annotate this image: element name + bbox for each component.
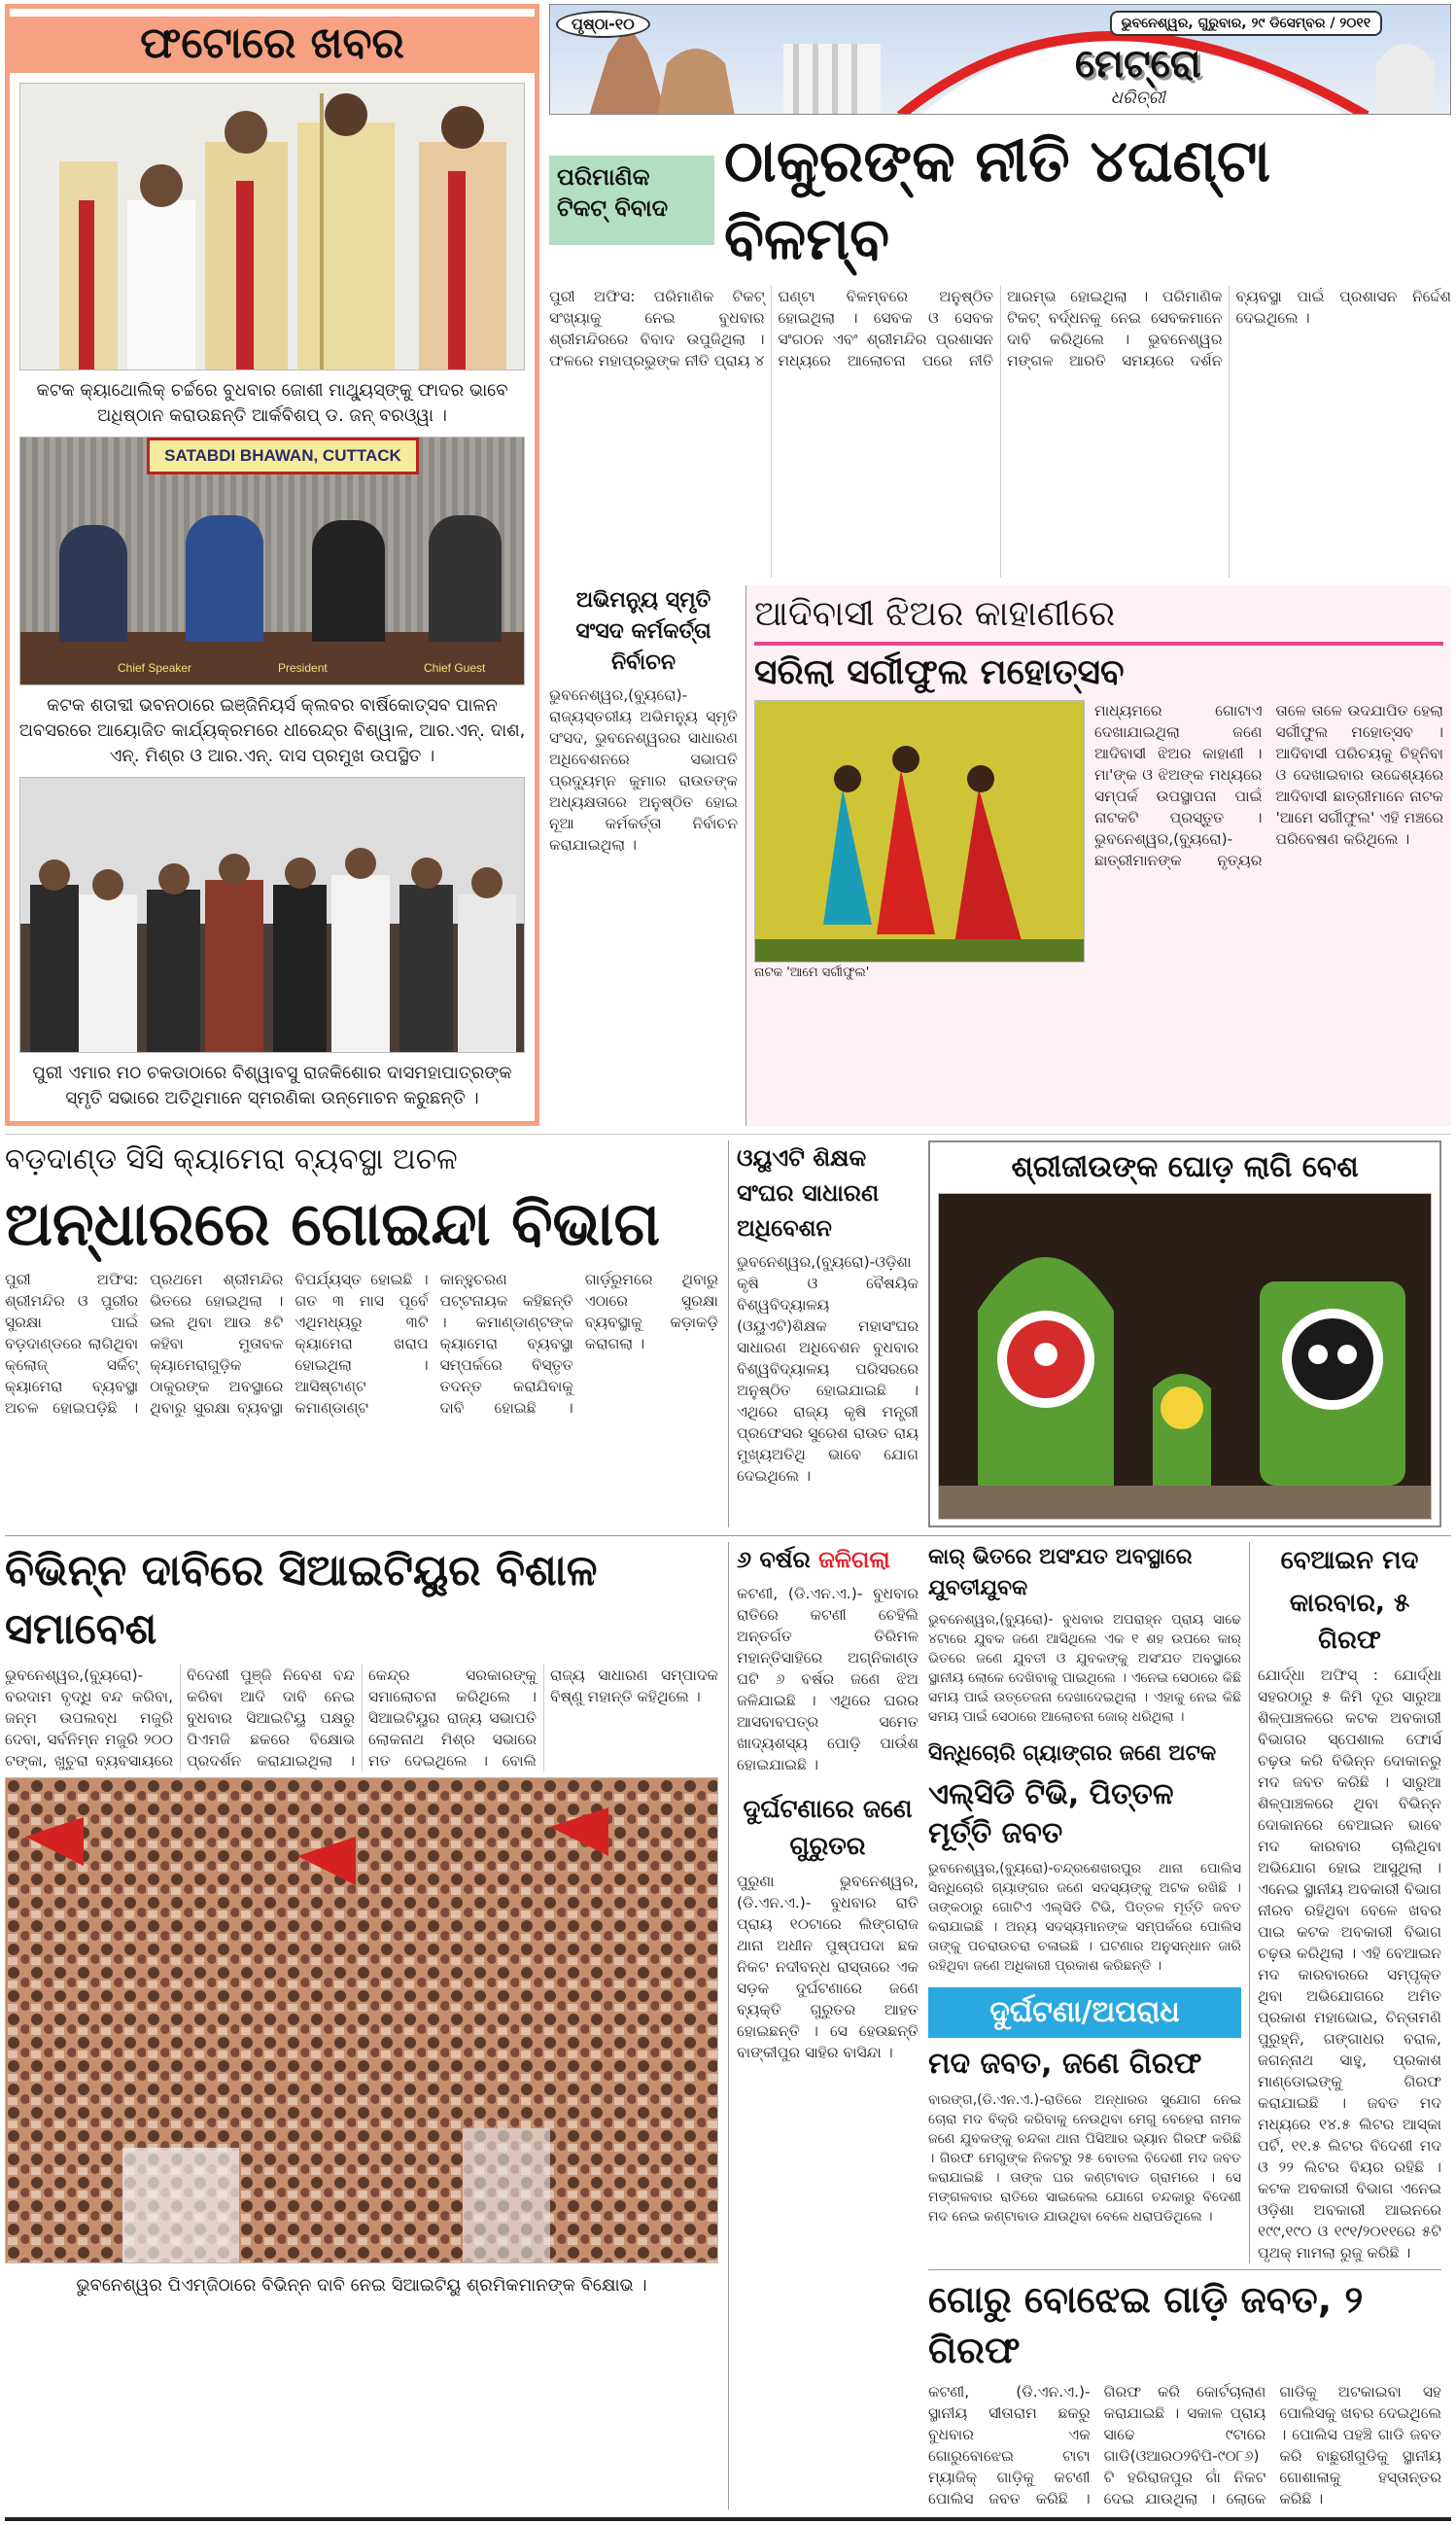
- sargiphula-play-image: [755, 701, 1085, 963]
- girl-burnt-body: କଟଣୀ, (ଡି.ଏନ.ଏ.)- ବୁଧବାର ରାତିରେ କଟଣୀ ଚେହିଲି ଅନ୍ତର୍ଗତ ତିରିମଳ ମହାନ୍ତିସାହିରେ ଅଗ୍ନିକାଣ୍ଡ ଘଟି ୬ ବର୍ଷର ଜଣେ ଝିଅ ଜଳିଯାଇଛି । ଏଥିରେ ଘରର ଆସବାବପତ୍ର ସମେତ ଖାଦ୍ୟଶସ୍ୟ ପୋଡ଼ି ପାଉଁଶ ହୋଇଯାଇଛି ।: [737, 1585, 919, 1773]
- deities-image: [939, 1194, 1432, 1520]
- photo-caption-memorial: ପୁରୀ ଏମାର ମଠ ଚକଡାଠାରେ ବିଶ୍ୱାବସୁ ରାଜକିଶୋର ଦାସମହାପାତ୍ରଙ୍କ ସ୍ମୃତି ସଭାରେ ଅତିଥିମାନେ ସ୍ମରଣିକା ଉନ୍ମୋଚନ କରୁଛନ୍ତି ।: [32, 1063, 512, 1108]
- right-bottom-left: [928, 1542, 1241, 2263]
- top-right-column: [549, 4, 1451, 1126]
- shree-jeeu-headline: ଶ୍ରୀଜୀଉଙ୍କ ଘୋଡ଼ ଲାଗି ବେଶ: [1011, 1150, 1359, 1184]
- church-ordination-image: [20, 84, 525, 370]
- right-bottom-column: [928, 1542, 1441, 2509]
- liquor-arrest-body: ଯୋର୍ଦ୍ଧା ଅଫିସ୍ : ଯୋର୍ଦ୍ଧା ସହରଠାରୁ ୫ କିମି ଦୂର ସାରୁଆ ଶିଳ୍ପାଞ୍ଚଳରେ କଟକ ଅବକାରୀ ବିଭାଗର ସ୍ପେଶାଲ ଫୋର୍ସ ଚଢ଼ଉ କରି ବିଭିନ୍ନ ଦୋକାନରୁ ମଦ ଜବତ କରିଛି । ସାରୁଆ ଶିଳ୍ପାଞ୍ଚଳରେ ଥିବା ବିଭିନ୍ନ ଦୋକାନରେ ବେଆଇନ ଭାବେ ମଦ କାରବାର ଚାଲିଥିବା ଅଭିଯୋଗ ହୋଇ ଆସୁଥିଲା । ଏନେଇ ସ୍ଥାନୀୟ ଅବକାରୀ ବିଭାଗ ନୀରବ ରହିଥିବା ବେଳେ ଖବର ପାଇ କଟକ ଅବକାରୀ ବିଭାଗ ଚଢ଼ଉ କରିଥିଲା । ଏହି ବେଆଇନ ମଦ କାରବାରରେ ସମ୍ପୃକ୍ତ ଥିବା ଅଭିଯୋଗରେ ଅମିତ ପ୍ରକାଶ ମହାଭୋଇ, ଚିନ୍ତାମଣି ପୁରୁହ୍ନି, ଗଙ୍ଗାଧର ବରାଳ, ଜଗନ୍ନାଥ ସାହୁ, ପ୍ରକାଶ ମାଣ୍ଡୋଇଙ୍କୁ ଗିରଫ କରାଯାଇଛି । ଜବତ ମଦ ମଧ୍ୟରେ ୧୪.୫ ଲିଟର ଆସ୍କା ପର୍ଟି, ୧୧.୫ ଲିଟର ବିଦେଶୀ ମଦ ଓ ୨୨ ଲିଟର ବିୟର ରହିଛି । କଟକ ଅବକାରୀ ବିଭାଗ ଏନେଇ ଓଡ଼ିଶା ଅବକାରୀ ଆଇନରେ ୧୯୯,୧୯୦ ଓ ୧୯୧/୨୦୧୧ରେ ୫ଟି ପୃଥକ୍ ମାମଲା ରୁଜୁ କରିଛି ।: [1258, 1666, 1441, 2262]
- sargiphula-play-photo: [754, 700, 1085, 963]
- lcd-tv-headline: ଏଲ୍‌ସିଡି ଟିଭି, ପିତ୍ତଳ ମୂର୍ତ୍ତି ଜବତ: [928, 1777, 1174, 1850]
- satabdi-banner: SATABDI BHAWAN, CUTTACK: [147, 438, 419, 474]
- page-number-badge: ପୃଷ୍ଠା-୧୦: [556, 11, 650, 38]
- badadanda-headline: ଅନ୍ଧାରରେ ଗୋଇନ୍ଦା ବିଭାଗ: [5, 1188, 661, 1259]
- girl-burnt-headline-highlight: ଜଳିଗଲା: [818, 1546, 890, 1573]
- dateline: ଭୁବନେଶ୍ୱର, ଗୁରୁବାର, ୨୯ ଡିସେମ୍ବର / ୨୦୧୧: [1110, 11, 1382, 36]
- sargiphula-photo-caption: ନାଟକ 'ଆମେ ସର୍ଗୀଫୁଲ': [754, 965, 870, 980]
- citu-rally-photo: [5, 1777, 718, 2263]
- liquor-seized-body: ବାରଙ୍ଗ,(ଡି.ଏନ.ଏ.)-ରାତିରେ ଅନ୍ଧାରର ସୁଯୋଗ ନେଇ ଚୋରା ମଦ ବିକ୍ରି କରିବାକୁ ନେଉଥିବା ମେଗୁ ବେହେରା ନାମକ ଜଣେ ଯୁବକଙ୍କୁ ଚନ୍ଦକା ଥାନା ପିସିଆର ଭ୍ୟାନ ଗିରଫ କରିଛି । ଗିରଫ ମେଗୁଙ୍କ ନିକଟରୁ ୨୫ ବୋତଲ ବିଦେଶୀ ମଦ ଜବତ କରାଯାଇଛି । ତାଙ୍କ ଘର କଣ୍ଟାବାଡ ଗ୍ରାମରେ । ସେ ମଙ୍ଗଳବାର ରାତିରେ ସାଇକେଲ ଯୋଗେ ଚନ୍ଦକାରୁ ବିଦେଶୀ ମଦ ନେଇ କଣ୍ଟାବାଡ ଯାଉଥିବା ବେଳେ ଧରାପଡିଥିଲେ ।: [928, 2092, 1241, 2225]
- masthead: [549, 4, 1451, 115]
- logo-sub: ଧରିତ୍ରୀ: [1110, 88, 1165, 108]
- shree-jeeu-photo: [938, 1193, 1432, 1520]
- photo-news-header: [10, 9, 535, 73]
- logo-main: ମେଟ୍ରୋ: [1075, 42, 1201, 87]
- second-row: [5, 1134, 1451, 1527]
- right-bottom-right: [1249, 1542, 1441, 2263]
- adivasi-body: ମାଧ୍ୟମରେ ଗୋଟାଏ ଦେଖାଯାଇଥିଲା ଜଣେ ଆଦିବାସୀ ଝିଅର କାହାଣୀ । ମା'ଙ୍କ ଓ ଝିଅଙ୍କ ମଧ୍ୟରେ ସମ୍ପର୍କ ଉପସ୍ଥାପନା ପାଇଁ ନାଟକଟି ପ୍ରସ୍ତୁତ । ଭୁବନେଶ୍ୱର,(ବ୍ୟୁରୋ)-ଛାତ୍ରୀମାନଙ୍କ ନୃତ୍ୟର ତାଳେ ତାଳେ ଉଦଯାପିତ ହେଲା ସର୍ଗୀଫୁଲ ମହୋତ୍ସବ । ଆଦିବାସୀ ପରିଚୟକୁ ଚିହ୍ନିବା ଓ ଦେଖାଇବାର ଉଦ୍ଦେଶ୍ୟରେ ଆଦିବାସୀ ଛାତ୍ରୀମାନେ ନାଟକ 'ଆମେ ସର୍ଗୀଫୁଲ' ଏହି ମଞ୍ଚରେ ପରିବେଷଣ କରିଥିଲେ ।: [1094, 702, 1443, 869]
- crowd-image: [6, 1778, 718, 2263]
- citu-body: ଭୁବନେଶ୍ୱର,(ବ୍ୟୁରୋ)- ବରଦାମ ବୃଦ୍ଧି ବନ୍ଦ କରିବା, ଜନ୍ମ ଉପଲବ୍ଧ ମଜୁରି ଦେବା, ସର୍ବନିମ୍ନ ମଜୁରି ୨୦୦ ଟଙ୍କା, ଖୁଚୁରା ବ୍ୟବସାୟରେ ବିଦେଶୀ ପୁଞ୍ଜି ନିବେଶ ବନ୍ଦ କରିବା ଆଦି ଦାବି ନେଇ ବୁଧବାର ସିଆଇଟିୟୁ ପକ୍ଷରୁ ପିଏମଜି ଛକରେ ବିକ୍ଷୋଭ ପ୍ରଦର୍ଶନ କରାଯାଇଥିଲା । କେନ୍ଦ୍ର ସରକାରଙ୍କୁ ସମାଲୋଚନା କରିଥିଲେ । ସିଆଇଟିୟୁର ରାଜ୍ୟ ସଭାପତି ଲୋକନାଥ ମିଶ୍ର ସଭାରେ ମତ ଦେଇଥିଲେ । ବୋଲି ରାଜ୍ୟ ସାଧାରଣ ସମ୍ପାଦକ ବିଷ୍ଣୁ ମହାନ୍ତି କହିଥିଲେ ।: [5, 1666, 718, 1770]
- crime-section-band: [928, 1987, 1241, 2038]
- ouat-body: ଭୁବନେଶ୍ୱର,(ବ୍ୟୁରୋ)-ଓଡ଼ିଶା କୃଷି ଓ ବୈଷୟିକ ବିଶ୍ୱବିଦ୍ୟାଳୟ (ଓୟୁଏଟି)ଶିକ୍ଷକ ମହାସଂଘର ସାଧାରଣ ଅଧିବେଶନ ବୁଧବାର ବିଶ୍ୱବିଦ୍ୟାଳୟ ପରିସରରେ ଅନୁଷ୍ଠିତ ହୋଇଯାଇଛି । ଏଥିରେ ରାଜ୍ୟ କୃଷି ମନ୍ତ୍ରୀ ପ୍ରଫେସର ସୁରେଶ ରାଉତ ରାୟ ମୁଖ୍ୟଅତିଥି ଭାବେ ଯୋଗ ଦେଇଥିଲେ ।: [737, 1253, 919, 1485]
- photo-caption-engineers: କଟକ ଶତାବ୍ଦୀ ଭବନଠାରେ ଇଞ୍ଜିନିୟର୍ସ କ୍ଲବର ବାର୍ଷିକୋତ୍ସବ ପାଳନ ଅବସରରେ ଆୟୋଜିତ କାର୍ଯ୍ୟକ୍ରମରେ ଧୀରେନ୍ଦ୍ର ବିଶ୍ୱାଳ, ଆର.ଏନ୍. ଦାଶ, ଏନ୍. ମିଶ୍ର ଓ ଆର.ଏନ୍. ଦାସ ପ୍ରମୁଖ ଉପସ୍ଥିତ ।: [18, 695, 526, 766]
- ouat-column: [728, 1140, 919, 1527]
- engineers-club-photo: [19, 437, 525, 685]
- adivasi-rule: [754, 642, 1443, 646]
- middle-column: [728, 1542, 919, 2509]
- lcd-tv-kicker: ସିନ୍ଧିଚୋରି ଗ୍ୟାଙ୍ଗର ଜଣେ ଅଟକ: [928, 1741, 1217, 1766]
- logo-block: [1075, 42, 1201, 110]
- girl-burnt-headline: [737, 1542, 919, 1577]
- bottom-rule: [5, 2517, 1451, 2521]
- crime-section-label: ଦୁର୍ଘଟଣା/ଅପରାଧ: [989, 1995, 1180, 2029]
- photo-caption-church: କଟକ କ୍ୟାଥୋଲିକ୍ ଚର୍ଚ୍ଚରେ ବୁଧବାର ଜୋଶୀ ମାଥ୍ୟୁସ୍‌ଙ୍କୁ ଫାଦର ଭାବେ ଅଧିଷ୍ଠାନ କରାଉଛନ୍ତି ଆର୍କବିଶପ୍ ଡ. ଜନ୍ ବରଓ୍ୱା ।: [36, 380, 508, 426]
- adivasi-headline-bottom: ସରିଲା ସର୍ଗୀଫୁଲ ମହୋତ୍ସବ: [754, 652, 1125, 692]
- cattle-body: କଟଣୀ, (ଡି.ଏନ.ଏ.)- ସ୍ଥାନୀୟ ସୀତାରାମ ଛକରୁ ବୁଧବାର ଏକ ଗୋରୁବୋଝେଇ ଟାଟା ମ୍ୟାଜିକ୍ ଗାଡ଼ିକୁ କଟଣୀ ପୋଲିସ ଜବତ କରିଛି । ଗିରଫ କରି କୋର୍ଟଚାଲାଣ କରାଯାଇଛି । ସକାଳ ପ୍ରାୟ ସାଢେ ୯ଟାରେ ଗାଡି(ଓଆର୦୨ବିପି-୯୦୮୬)ଟି ହରିରାଜପୁର ଗାଁ ନିକଟ ଦେଇ ଯାଉଥିଲା । ଲୋକେ ଗାଡିକୁ ଅଟକାଇବା ସହ ପୋଲିସକୁ ଖବର ଦେଇଥିଲେ । ପୋଲିସ ପହଞ୍ଚି ଗାଡି ଜବତ କରି ବାଛୁରୀଗୁଡିକୁ ସ୍ଥାନୀୟ ଗୋଶାଳାକୁ ହସ୍ତାନ୍ତର କରିଛି ।: [928, 2383, 1441, 2507]
- car-youth-headline: କାର୍ ଭିତରେ ଅସଂଯତ ଅବସ୍ଥାରେ ଯୁବତୀଯୁବକ: [928, 1545, 1193, 1600]
- girl-burnt-headline-prefix: ୬ ବର୍ଷର: [737, 1546, 811, 1573]
- liquor-seized-headline: ମଦ ଜବତ, ଜଣେ ଗିରଫ: [928, 2047, 1202, 2081]
- adivasi-headline-top: ଆଦିବାସୀ ଝିଅର କାହାଣୀରେ: [754, 594, 1116, 634]
- memorial-meeting-image: [20, 778, 525, 1053]
- abhimanyu-body: ଭୁବନେଶ୍ୱର,(ବ୍ୟୁରୋ)-ରାଜ୍ୟସ୍ତରୀୟ ଅଭିମନ୍ୟୁ ସ୍ମୃତି ସଂସଦ, ଭୁବନେଶ୍ୱରର ସାଧାରଣ ଅଧିବେଶନରେ ସଭାପତି ପ୍ରଦ୍ୟୁମ୍ନ କୁମାର ରାଉତଙ୍କ ଅଧ୍ୟକ୍ଷତାରେ ଅନୁଷ୍ଠିତ ହୋଇ ନୂଆ କର୍ମକର୍ତ୍ତା ନିର୍ବାଚନ କରାଯାଇଥିଲା ।: [549, 686, 738, 854]
- memorial-meeting-photo: [19, 777, 525, 1053]
- car-youth-body: ଭୁବନେଶ୍ୱର,(ବ୍ୟୁରୋ)- ବୁଧବାର ଅପରାହ୍ନ ପ୍ରାୟ ସାଢେ ୪ଟାରେ ଯୁବକ ଜଣେ ଆସିଥିଲେ ଏକ ୧ ଶହ ଉପରେ କାର୍ ଭିତରେ ଜଣେ ଯୁବତୀ ଓ ଯୁବକଙ୍କୁ ଅସଂଯତ ଅବସ୍ଥାରେ ସ୍ଥାନୀୟ ଲୋକେ ଦେଖିବାକୁ ପାଇଥିଲେ । ଏନେଇ ସେଠାରେ କିଛି ସମୟ ପାଇଁ ଉତ୍ତେଜନା ଦେଖାଦେଇଥିଲା । ଏହାକୁ ନେଇ କିଛି ସମୟ ପାଇଁ ସେଠାରେ ଆଲୋଚନା ଜୋର୍ ଧରିଥିଲା ।: [928, 1612, 1241, 1725]
- name-card-president: President: [278, 661, 328, 675]
- citu-column: [5, 1542, 718, 2509]
- mid-row: [549, 585, 1451, 1126]
- liquor-arrest-headline-bottom: କାରବାର, ୫ ଗିରଫ: [1289, 1589, 1410, 1655]
- lead-row: [549, 123, 1451, 278]
- name-card-chief-guest: Chief Guest: [424, 661, 486, 675]
- photo-news-title: ଫଟୋରେ ଖବର: [140, 18, 404, 68]
- badadanda-column: [5, 1140, 718, 1527]
- shree-jeeu-box: [928, 1140, 1441, 1527]
- top-row: [5, 4, 1451, 1126]
- lead-kicker: ପରିମାଣିକ ଟିକଟ୍ ବିବାଦ: [549, 156, 714, 245]
- adivasi-section: [745, 585, 1451, 1126]
- accident-headline: ଦୁର୍ଘଟଣାରେ ଜଣେ ଗୁରୁତର: [743, 1795, 913, 1861]
- name-card-chief-speaker: Chief Speaker: [118, 661, 192, 675]
- photo-news-panel: [5, 4, 539, 1126]
- lead-headline: ଠାକୁରଙ୍କ ନୀତି ୪ଘଣ୍ଟା ବିଳମ୍ବ: [724, 127, 1271, 273]
- ouat-headline: ଓୟୁଏଟି ଶିକ୍ଷକ ସଂଘର ସାଧାରଣ ଅଧିବେଶନ: [737, 1144, 880, 1242]
- accident-body: ପୁରୁଣା ଭୁବନେଶ୍ୱର, (ଡି.ଏନ.ଏ.)- ବୁଧବାର ରାତି ପ୍ରାୟ ୧୦ଟାରେ ଲିଙ୍ଗରାଜ ଥାନା ଅଧୀନ ପୁଷ୍ପପଦା ଛକ ନିକଟ ନଦୀବନ୍ଧ ରାସ୍ତାରେ ଏକ ସଡ଼କ ଦୁର୍ଘଟଣାରେ ଜଣେ ବ୍ୟକ୍ତି ଗୁରୁତର ଆହତ ହୋଇଛନ୍ତି । ସେ ହେଉଛନ୍ତି ବାଙ୍କୀପୁର ସାହିର ବାସିନ୍ଦା ।: [737, 1873, 919, 2061]
- citu-headline: ବିଭିନ୍ନ ଦାବିରେ ସିଆଇଟିୟୁର ବିଶାଳ ସମାବେଶ: [5, 1546, 598, 1654]
- citu-photo-caption: ଭୁବନେଶ୍ୱର ପିଏମ୍‌ଜିଠାରେ ବିଭିନ୍ନ ଦାବି ନେଇ ସିଆଇଟିୟୁ ଶ୍ରମିକମାନଙ୍କ ବିକ୍ଷୋଭ ।: [76, 2275, 647, 2296]
- church-ordination-photo: [19, 83, 525, 370]
- liquor-arrest-headline-top: ବେଆଇନ ମଦ: [1280, 1546, 1419, 1575]
- abhimanyu-headline: ଅଭିମନ୍ୟୁ ସ୍ମୃତି ସଂସଦ କର୍ମକର୍ତ୍ତା ନିର୍ବାଚନ: [575, 588, 711, 675]
- cattle-headline: ଗୋରୁ ବୋଝେଇ ଗାଡ଼ି ଜବତ, ୨ ଗିରଫ: [928, 2269, 1441, 2375]
- abhimanyu-column: [549, 585, 738, 1126]
- badadanda-kicker: ବଡ଼ଦାଣ୍ଡ ସିସି କ୍ୟାମେରା ବ୍ୟବସ୍ଥା ଅଚଳ: [5, 1142, 458, 1176]
- lcd-tv-body: ଭୁବନେଶ୍ୱର,(ବ୍ୟୁରୋ)-ଚନ୍ଦ୍ରଶେଖରପୁର ଥାନା ପୋଲିସ ସିନ୍ଧିଚୋରି ଗ୍ୟାଙ୍ଗର ଜଣେ ସଦସ୍ୟଙ୍କୁ ଅଟକ ରଖିଛି । ତାଙ୍କଠାରୁ ଗୋଟିଏ ଏଲ୍‌ସିଡି ଟିଭି, ପିତ୍ତଳ ମୂର୍ତ୍ତି ଜବତ କରାଯାଇଛି । ଅନ୍ୟ ସଦସ୍ୟମାନଙ୍କ ସମ୍ପର୍କରେ ପୋଲିସ ତାଙ୍କୁ ପଚରାଉଚରା ଚଳାଇଛି । ଘଟଣାର ଅନୁସନ୍ଧାନ ଜାରି ରହିଥିବା ଜଣେ ଅଧିକାରୀ ପ୍ରକାଶ କରିଛନ୍ତି ।: [928, 1861, 1241, 1974]
- badadanda-body: ପୁରୀ ଅଫିସ: ଶ୍ରୀମନ୍ଦିର ଓ ପୁରୀର ସୁରକ୍ଷା ପାଇଁ ବଡ଼ଦାଣ୍ଡରେ ଲାଗିଥିବା କ୍ଲୋଜ୍ ସର୍କିଟ୍ କ୍ୟାମେରା ବ୍ୟବସ୍ଥା ଅଚଳ ହୋଇପଡ଼ିଛି । ପ୍ରଥମେ ଶ୍ରୀମନ୍ଦିର ଭିତରେ ହୋଇଥିଲା । ଭଲ ଥିବା ଆଉ ୫ଟି କହିବା ମୁତାବକ କ୍ୟାମେରାଗୁଡ଼ିକ ଠାକୁରଙ୍କ ଅବସ୍ଥାରେ ଥିବାରୁ ସୁରକ୍ଷା ବ୍ୟବସ୍ଥା ବିପର୍ଯ୍ୟସ୍ତ ହୋଇଛି । ଗତ ୩ ମାସ ପୂର୍ବେ ଏଥିମଧ୍ୟରୁ ୩ଟି କ୍ୟାମେରା ଖରାପ ହୋଇଥିଲା । ଆସିଷ୍ଟାଣ୍ଟ କମାଣ୍ଡାଣ୍ଟ କାନ୍ହୁଚରଣ ପଟ୍ଟନାୟକ କହିଛନ୍ତି । କମାଣ୍ଡାଣ୍ଟଙ୍କ କ୍ୟାମେରା ବ୍ୟବସ୍ଥା ସମ୍ପର୍କରେ ବିସ୍ତୃତ ତଦନ୍ତ କରାଯିବାକୁ ଦାବି ହୋଇଛି । ଗାର୍ଡ଼ରୁମରେ ଥିବାରୁ ଏଠାରେ ସୁରକ୍ଷା ବ୍ୟବସ୍ଥାକୁ କଡ଼ାକଡ଼ି କରାଗଲା ।: [5, 1271, 718, 1417]
- third-row: [5, 1535, 1451, 2509]
- lead-body: ପୁରୀ ଅଫିସ: ପରିମାଣିକ ଟିକଟ୍ ସଂଖ୍ୟାକୁ ନେଇ ବୁଧବାର ଶ୍ରୀମନ୍ଦିରରେ ବିବାଦ ଉପୁଜିଥିଲା । ଫଳରେ ମହାପ୍ରଭୁଙ୍କ ନୀତି ପ୍ରାୟ ୪ ଘଣ୍ଟା ବିଳମ୍ବରେ ଅନୁଷ୍ଠିତ ହୋଇଥିଲା । ସେବକ ଓ ସେବକ ସଂଗଠନ ଏବଂ ଶ୍ରୀମନ୍ଦିର ପ୍ରଶାସନ ମଧ୍ୟରେ ଆଲୋଚନା ପରେ ନୀତି ଆରମ୍ଭ ହୋଇଥିଲା । ପରିମାଣିକ ଟିକଟ୍ ବର୍ଦ୍ଧନକୁ ନେଇ ସେବକମାନେ ଦାବି କରିଥିଲେ । ଭୁବନେଶ୍ୱର ମଙ୍ଗଳ ଆରତି ସମୟରେ ଦର୍ଶନ ବ୍ୟବସ୍ଥା ପାଇଁ ପ୍ରଶାସନ ନିର୍ଦ୍ଦେଶ ଦେଇଥିଲେ ।: [549, 288, 1451, 369]
